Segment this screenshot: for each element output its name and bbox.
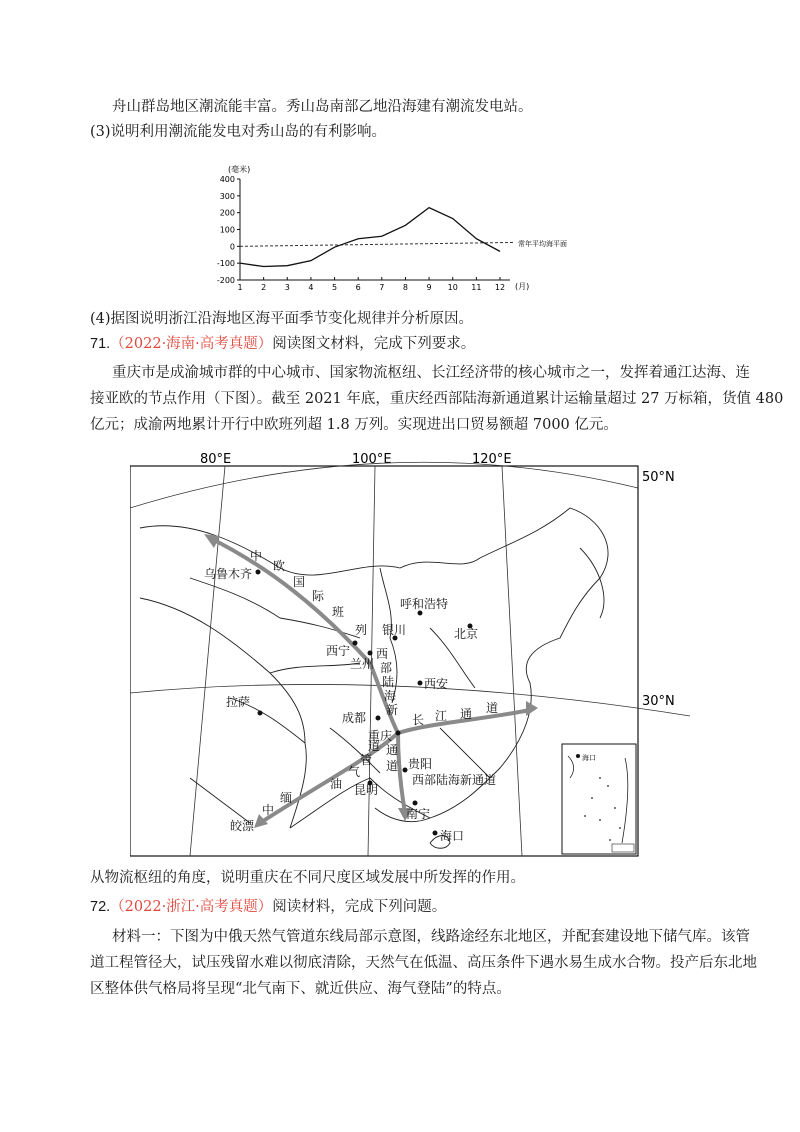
- china-map: [130, 448, 690, 860]
- x-tick-label: 10: [447, 283, 458, 292]
- route-west-label: 西部陆海新通道: [412, 773, 497, 787]
- city-beijing: 北京: [454, 627, 479, 641]
- city-kyaukpyu: 皎漂: [230, 819, 255, 833]
- city-chongqing: 重庆: [368, 729, 393, 743]
- route-char: 班: [332, 605, 345, 619]
- city-kunming: 昆明: [354, 783, 379, 797]
- inset-dot: [576, 754, 580, 758]
- city-dot: [418, 611, 423, 616]
- q70-intro: 舟山群岛地区潮流能丰富。秀山岛南部乙地沿海建有潮流发电站。: [112, 99, 533, 115]
- route-char: 道: [386, 759, 399, 773]
- route-char: 部: [380, 661, 393, 675]
- q71-para1: 重庆市是成渝城市群的中心城市、国家物流枢纽、长江经济带的核心城市之一，发挥着通江达海、连: [112, 365, 750, 381]
- x-tick-label: 2: [261, 283, 267, 292]
- city-dot: [418, 681, 423, 686]
- chart-x-axis: [237, 277, 510, 292]
- city-nanning: 南宁: [406, 807, 431, 821]
- q71-para3: 亿元；成渝两地累计开行中欧班列超 1.8 万列。实现进出口贸易额超 7000 亿元。: [90, 417, 618, 433]
- city-xian: 西安: [424, 677, 449, 691]
- q71-question: 从物流枢纽的角度，说明重庆在不同尺度区域发展中所发挥的作用。: [90, 870, 525, 886]
- y-tick-label: -100: [216, 259, 235, 269]
- q71-header: [90, 334, 475, 354]
- q72-source: （2022·浙江·高考真题）: [110, 899, 273, 915]
- city-haikou: 海口: [440, 829, 465, 843]
- x-tick-label: 6: [355, 283, 361, 292]
- x-tick-label: 11: [471, 283, 482, 292]
- y-tick-label: 100: [219, 225, 235, 235]
- lon-label-80: 80°E: [200, 452, 232, 467]
- series-mean-sea-level: [240, 242, 514, 246]
- chart-y-axis: [217, 175, 240, 285]
- city-lanzhou: 兰州: [350, 657, 375, 671]
- lon-label-120: 120°E: [472, 452, 512, 467]
- city-hohhot: 呼和浩特: [400, 597, 449, 611]
- x-tick-label: 1: [237, 283, 243, 292]
- city-lhasa: 拉萨: [226, 695, 251, 709]
- chart-xlabel: (月): [515, 282, 530, 291]
- y-tick-label: 0: [229, 242, 235, 252]
- city-dot: [376, 716, 381, 721]
- x-tick-label: 12: [494, 283, 506, 292]
- route-char: 通: [460, 707, 473, 721]
- route-char: 缅: [280, 791, 293, 805]
- city-dot: [256, 570, 261, 575]
- inset-label: 海口: [582, 754, 596, 762]
- q72-header: [90, 897, 446, 917]
- route-char: 际: [312, 589, 325, 603]
- lon-label-100: 100°E: [352, 452, 392, 467]
- route-char: 江: [435, 709, 448, 723]
- x-tick-label: 3: [284, 283, 290, 292]
- q72-para2: 道工程管径大，试压残留水难以彻底清除，天然气在低温、高压条件下遇水易生成水合物。投产后东北地: [90, 955, 757, 971]
- route-char: 通: [386, 743, 399, 757]
- sea-level-chart: [200, 160, 580, 300]
- route-char: 陆: [382, 675, 395, 689]
- city-dot: [353, 641, 358, 646]
- route-char: 气: [348, 765, 361, 779]
- series-sea-level: [240, 208, 500, 267]
- route-char: 油: [330, 777, 343, 791]
- q72-para1: 材料一：下图为中俄天然气管道东线局部示意图，线路途经东北地区，并配套建设地下储气库。该管: [112, 929, 750, 945]
- city-dot: [396, 731, 401, 736]
- city-dot: [403, 768, 408, 773]
- x-tick-label: 7: [379, 283, 385, 292]
- q71-number: 71.: [90, 336, 111, 352]
- y-tick-label: -200: [216, 276, 235, 285]
- q70-sub4: (4)据图说明浙江沿海地区海平面季节变化规律并分析原因。: [90, 311, 474, 327]
- lat-label-30: 30°N: [642, 694, 675, 709]
- route-char: 中: [250, 549, 263, 563]
- route-char: 中: [262, 803, 275, 817]
- city-guiyang: 贵阳: [408, 757, 433, 771]
- route-char: 道: [368, 739, 381, 753]
- city-urumqi: 乌鲁木齐: [204, 567, 253, 581]
- route-char: 长: [412, 713, 425, 727]
- city-dot: [258, 711, 263, 716]
- y-tick-label: 400: [219, 175, 235, 184]
- route-char: 列: [355, 623, 368, 637]
- chart-series: [240, 208, 514, 267]
- q72-instruction: 阅读材料，完成下列问题。: [272, 899, 447, 915]
- q71-para2: 接亚欧的节点作用（下图）。截至 2021 年底，重庆经西部陆海新通道累计运输量超过 27 万标箱，货值 480: [90, 391, 784, 407]
- route-char: 道: [486, 701, 499, 715]
- x-tick-label: 9: [426, 283, 432, 292]
- x-tick-label: 4: [308, 283, 314, 292]
- y-tick-label: 200: [219, 208, 235, 218]
- route-char: 新: [386, 703, 399, 717]
- route-char: 国: [293, 575, 306, 589]
- city-chengdu: 成都: [342, 711, 367, 725]
- x-tick-label: 5: [331, 283, 338, 292]
- x-tick-label: 8: [402, 283, 409, 292]
- route-char: 西: [376, 647, 389, 661]
- q70-sub3: (3)说明利用潮流能发电对秀山岛的有利影响。: [90, 124, 387, 140]
- q72-number: 72.: [90, 899, 111, 915]
- y-tick-label: 300: [219, 191, 235, 201]
- q71-instruction: 阅读图文材料，完成下列要求。: [272, 336, 476, 352]
- city-xining: 西宁: [326, 644, 351, 658]
- chart-ylabel: (毫米): [228, 165, 251, 174]
- city-dot: [368, 651, 373, 656]
- chart-annotation: 常年平均海平面: [518, 240, 567, 248]
- route-char: 海: [384, 689, 397, 703]
- city-yinchuan: 银川: [382, 623, 407, 637]
- q72-para3: 区整体供气格局将呈现“北气南下、就近供应、海气登陆”的特点。: [90, 981, 511, 997]
- south-china-sea-inset: [562, 744, 636, 854]
- route-char: 管: [360, 753, 373, 767]
- city-dot: [433, 831, 438, 836]
- q71-source: （2022·海南·高考真题）: [110, 336, 273, 352]
- city-dot: [413, 801, 418, 806]
- lat-label-50: 50°N: [642, 470, 675, 485]
- route-char: 欧: [273, 559, 286, 573]
